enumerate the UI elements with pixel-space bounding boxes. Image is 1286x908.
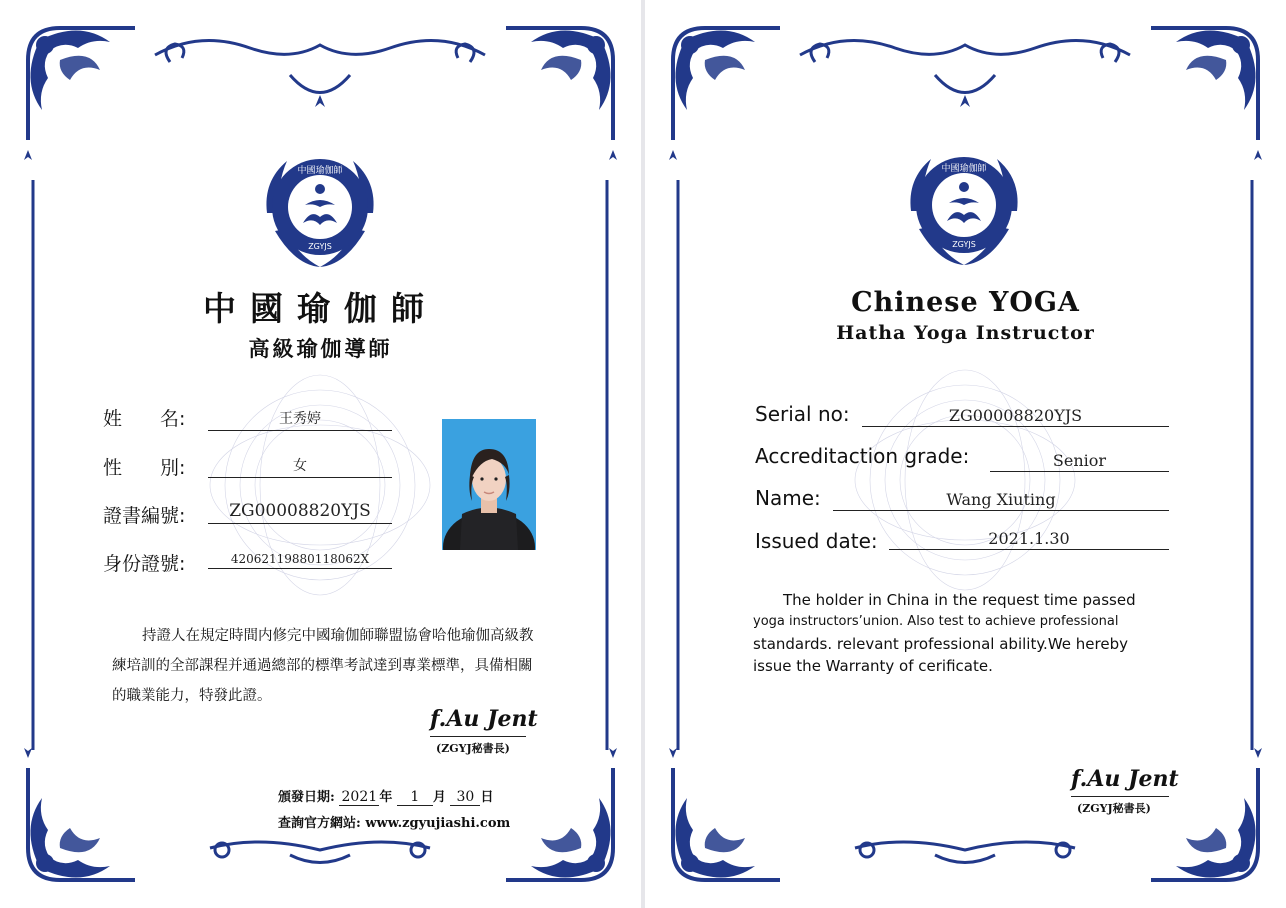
emblem-bottom-text: ZGYJS: [308, 242, 332, 251]
issue-month-unit: 月: [432, 790, 446, 805]
corner-flourish-top-left: [669, 28, 780, 160]
corner-flourish-bottom-left: [669, 748, 780, 880]
statement-line: yoga instructors’union. Also test to achieve professional: [753, 614, 1119, 629]
field-label-cert-number: 證書編號:: [103, 505, 186, 527]
emblem-bottom-text: ZGYJS: [952, 240, 976, 249]
issue-year: 2021: [339, 789, 379, 806]
field-value-name: 王秀婷: [208, 408, 392, 431]
issue-day-unit: 日: [480, 790, 494, 805]
signature-role: (ZGYJ秘書長): [1077, 802, 1151, 815]
issue-month: 1: [397, 789, 433, 806]
issue-year-unit: 年: [379, 790, 393, 805]
guilloche-watermark: [855, 370, 1075, 590]
signature-script: f.Au Jent: [1071, 766, 1179, 792]
website-url: www.zgyujiashi.com: [365, 816, 511, 831]
certificate-subtitle-english: Hatha Yoga Instructor: [836, 322, 1095, 344]
field-label-id-number: 身份證號:: [103, 553, 186, 575]
statement-line: issue the Warranty of cerificate.: [753, 657, 993, 675]
field-label-grade: Accreditaction grade:: [755, 444, 970, 468]
corner-flourish-bottom-right: [506, 748, 617, 880]
holder-photo: [442, 419, 536, 550]
emblem-ring-text: 中國瑜伽師: [297, 166, 343, 176]
certificate-title: 中國瑜伽師: [203, 289, 438, 328]
statement-line: The holder in China in the request time passed: [783, 591, 1136, 609]
certificate-title-english: Chinese YOGA: [851, 287, 1080, 318]
field-value-gender: 女: [208, 455, 392, 478]
certification-statement: [112, 621, 542, 711]
website-label: 查詢官方網站:: [278, 816, 361, 831]
yoga-association-emblem: [899, 141, 1029, 271]
field-value-cert-number: ZG00008820YJS: [208, 501, 392, 524]
top-center-scroll: [155, 40, 485, 107]
corner-flourish-top-right: [1151, 28, 1262, 160]
issue-date-label: 頒發日期:: [278, 790, 335, 805]
field-label-serial: Serial no:: [755, 402, 850, 426]
yoga-association-emblem: [255, 143, 385, 273]
top-center-scroll: [800, 40, 1130, 107]
corner-flourish-bottom-left: [24, 748, 135, 880]
bottom-center-scroll: [855, 842, 1075, 863]
field-label-issued-date: Issued date:: [755, 529, 878, 553]
field-label-name: Name:: [755, 486, 821, 510]
certification-statement-english: [753, 589, 1183, 677]
certification-statement-text: 持證人在規定時間内修完中國瑜伽師聯盟協會哈他瑜伽高級教練培訓的全部課程并通過總部的標準考試達到專業標準，具備相關的職業能力，特發此證。: [112, 628, 534, 704]
issue-date: [278, 786, 493, 806]
signature-line: [1071, 796, 1169, 797]
corner-flourish-top-left: [24, 28, 135, 160]
emblem-ring-text: 中國瑜伽師: [941, 164, 987, 174]
certificate-subtitle: 高級瑜伽導師: [248, 336, 393, 361]
field-value-serial: ZG00008820YJS: [862, 406, 1169, 427]
issue-day: 30: [450, 789, 480, 806]
official-website: [278, 812, 510, 831]
field-value-name: Wang Xiuting: [833, 490, 1169, 511]
statement-line: standards. relevant professional ability.We hereby: [753, 635, 1128, 653]
corner-flourish-top-right: [506, 28, 617, 160]
bottom-center-scroll: [210, 842, 430, 863]
field-value-issued-date: 2021.1.30: [889, 529, 1169, 550]
signature-script: f.Au Jent: [430, 706, 538, 732]
field-label-name: 姓 名:: [103, 408, 186, 430]
ornamental-frame: [0, 0, 641, 908]
field-value-grade: Senior: [990, 451, 1169, 472]
certificate-page-chinese: [0, 0, 641, 908]
signature-line: [430, 736, 526, 737]
signature-role: (ZGYJ秘書長): [436, 742, 510, 755]
certificate-page-english: [645, 0, 1286, 908]
field-label-gender: 性 別:: [103, 457, 186, 479]
field-value-id-number: 42062119880118062X: [208, 552, 392, 569]
